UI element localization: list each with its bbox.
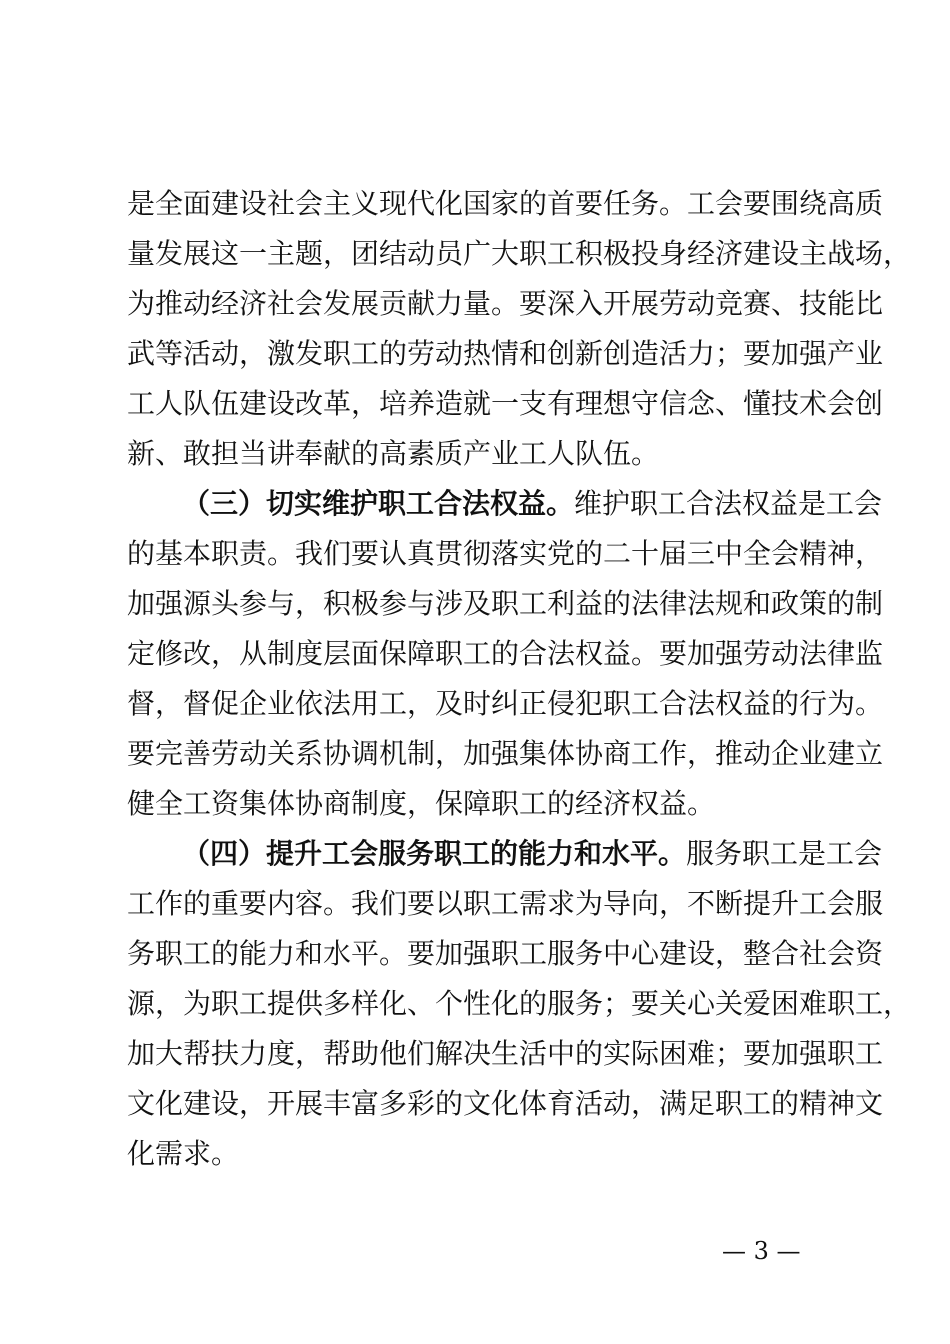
text-line: 量发展这一主题，团结动员广大职工积极投身经济建设主战场，	[127, 237, 912, 270]
page-number: — 3 —	[722, 1237, 801, 1265]
text-line: 督，督促企业依法用工，及时纠正侵犯职工合法权益的行为。	[127, 687, 884, 720]
text-line: 务职工的能力和水平。要加强职工服务中心建设，整合社会资	[127, 937, 884, 970]
text-line: 加大帮扶力度，帮助他们解决生活中的实际困难；要加强职工	[127, 1037, 884, 1070]
text-line: 定修改，从制度层面保障职工的合法权益。要加强劳动法律监	[127, 637, 884, 670]
text-line: 工作的重要内容。我们要以职工需求为导向，不断提升工会服	[127, 887, 884, 920]
section-heading: （三）切实维护职工合法权益。	[182, 487, 575, 520]
text-line: 是全面建设社会主义现代化国家的首要任务。工会要围绕高质	[127, 187, 884, 220]
section-heading-line: （三）切实维护职工合法权益。维护职工合法权益是工会	[182, 487, 883, 520]
text-line: 文化建设，开展丰富多彩的文化体育活动，满足职工的精神文	[127, 1087, 884, 1120]
text-line: 的基本职责。我们要认真贯彻落实党的二十届三中全会精神，	[127, 537, 884, 570]
text-line: 新、敢担当讲奉献的高素质产业工人队伍。	[127, 437, 660, 470]
text-line: 健全工资集体协商制度，保障职工的经济权益。	[127, 787, 716, 820]
section-heading-line: （四）提升工会服务职工的能力和水平。服务职工是工会	[182, 837, 883, 870]
text-line: 要完善劳动关系协调机制，加强集体协商工作，推动企业建立	[127, 737, 884, 770]
section-heading: （四）提升工会服务职工的能力和水平。	[182, 837, 687, 870]
text-line: 源，为职工提供多样化、个性化的服务；要关心关爱困难职工，	[127, 987, 912, 1020]
text-line: 加强源头参与，积极参与涉及职工利益的法律法规和政策的制	[127, 587, 884, 620]
text-line: 为推动经济社会发展贡献力量。要深入开展劳动竞赛、技能比	[127, 287, 884, 320]
text-line: 化需求。	[127, 1137, 240, 1170]
text-line: 武等活动，激发职工的劳动热情和创新创造活力；要加强产业	[127, 337, 884, 370]
text-line: 工人队伍建设改革，培养造就一支有理想守信念、懂技术会创	[127, 387, 884, 420]
